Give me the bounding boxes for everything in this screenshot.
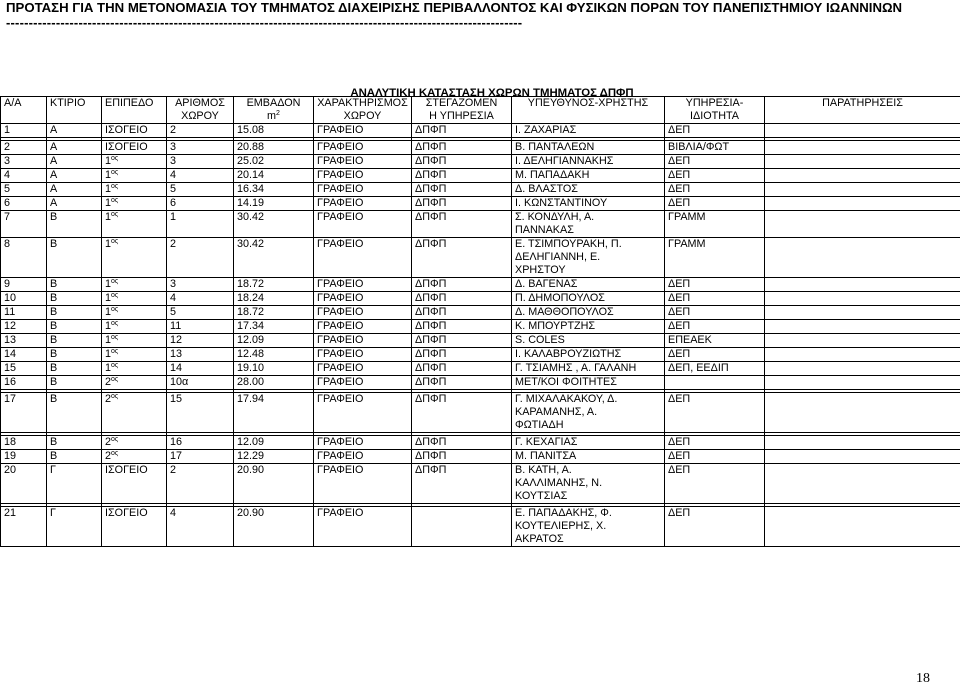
cell-area: 12.48	[234, 348, 314, 362]
cell-service: ΒΙΒΛΙΑ/ΦΩΤ	[665, 141, 765, 155]
cell-notes	[765, 183, 960, 197]
col-level: ΕΠΙΠΕΔΟ	[102, 97, 167, 124]
cell-aa: 6	[1, 197, 47, 211]
cell-service: ΔΕΠ	[665, 507, 765, 547]
cell-type: ΓΡΑΦΕΙΟ	[314, 348, 412, 362]
cell-user	[512, 183, 665, 197]
cell-notes	[765, 238, 960, 278]
cell-notes	[765, 292, 960, 306]
cell-area: 15.08	[234, 124, 314, 138]
cell-user	[512, 141, 665, 155]
cell-aa: 8	[1, 238, 47, 278]
cell-user	[512, 278, 665, 292]
page-number: 18	[916, 671, 930, 686]
user-name-line: Κ. ΜΠΟΥΡΤΖΗΣ	[515, 320, 596, 332]
col-room-number: ΑΡΙΘΜΟΣ ΧΩΡΟΥ	[167, 97, 234, 124]
cell-building: Β	[47, 292, 102, 306]
cell-level: $1^{o\varsigma}$	[102, 197, 167, 211]
cell-aa: 9	[1, 278, 47, 292]
cell-level: $2^{o\varsigma}$	[102, 376, 167, 390]
table-header-row	[1, 97, 960, 124]
document-header: ΠΡΟΤΑΣΗ ΓΙΑ ΤΗΝ ΜΕΤΟΝΟΜΑΣΙΑ ΤΟΥ ΤΜΗΜΑΤΟΣ ΔΙΑΧΕΙΡΙΣΗΣ ΠΕΡΙΒΑΛΛΟΝΤΟΣ ΚΑΙ ΦΥΣΙΚΩΝ ΠΟΡΩΝ ΤΟΥ ΠΑΝΕΠΙΣΤΗΜΙΟΥ ΙΩΑΝΝΙΝΩΝ	[6, 0, 903, 15]
cell-building: Β	[47, 238, 102, 278]
cell-type: ΓΡΑΦΕΙΟ	[314, 292, 412, 306]
cell-level: $1^{o\varsigma}$	[102, 292, 167, 306]
cell-type: ΓΡΑΦΕΙΟ	[314, 362, 412, 376]
table-row	[1, 334, 960, 348]
cell-area: 17.34	[234, 320, 314, 334]
cell-room: 10α	[167, 376, 234, 390]
user-name-line: Ι. ΖΑΧΑΡΙΑΣ	[515, 124, 577, 136]
cell-type: ΓΡΑΦΕΙΟ	[314, 436, 412, 450]
cell-hosts: ΔΠΦΠ	[412, 155, 512, 169]
table-row	[1, 436, 960, 450]
cell-level: $2^{o\varsigma}$	[102, 393, 167, 433]
cell-notes	[765, 464, 960, 504]
cell-room: 11	[167, 320, 234, 334]
cell-room: 16	[167, 436, 234, 450]
cell-hosts: ΔΠΦΠ	[412, 238, 512, 278]
cell-building: Β	[47, 278, 102, 292]
cell-area: 20.88	[234, 141, 314, 155]
cell-notes	[765, 393, 960, 433]
table-row	[1, 376, 960, 390]
cell-hosts: ΔΠΦΠ	[412, 278, 512, 292]
cell-service: ΔΕΠ	[665, 306, 765, 320]
cell-building: Α	[47, 141, 102, 155]
cell-type: ΓΡΑΦΕΙΟ	[314, 124, 412, 138]
cell-service: ΓΡΑΜΜ	[665, 238, 765, 278]
cell-area: 16.34	[234, 183, 314, 197]
cell-aa: 21	[1, 507, 47, 547]
user-name-line: ΚΟΥΤΣΙΑΣ	[515, 490, 568, 502]
user-name-line: Σ. ΚΟΝΔΥΛΗ, Α.	[515, 211, 595, 223]
col-notes: ΠΑΡΑΤΗΡΗΣΕΙΣ	[765, 97, 960, 124]
cell-service: ΔΕΠ	[665, 169, 765, 183]
cell-type: ΓΡΑΦΕΙΟ	[314, 141, 412, 155]
cell-notes	[765, 124, 960, 138]
user-name-line: ΑΚΡΑΤΟΣ	[515, 533, 564, 545]
cell-user	[512, 320, 665, 334]
cell-user	[512, 211, 665, 238]
cell-user	[512, 450, 665, 464]
cell-level: ΙΣΟΓΕΙΟ	[102, 507, 167, 547]
cell-hosts: ΔΠΦΠ	[412, 334, 512, 348]
cell-building: Β	[47, 211, 102, 238]
cell-hosts: ΔΠΦΠ	[412, 141, 512, 155]
cell-level: $2^{o\varsigma}$	[102, 436, 167, 450]
cell-area: 30.42	[234, 211, 314, 238]
cell-room: 3	[167, 155, 234, 169]
cell-building: Β	[47, 348, 102, 362]
cell-notes	[765, 362, 960, 376]
cell-area: 12.09	[234, 436, 314, 450]
cell-hosts: ΔΠΦΠ	[412, 211, 512, 238]
cell-building: Β	[47, 436, 102, 450]
cell-type: ΓΡΑΦΕΙΟ	[314, 507, 412, 547]
user-name-line: Μ. ΠΑΠΑΔΑΚΗ	[515, 169, 590, 181]
cell-aa: 10	[1, 292, 47, 306]
user-name-line: Γ. ΜΙΧΑΛΑΚΑΚΟΥ, Δ.	[515, 393, 618, 405]
cell-room: 2	[167, 124, 234, 138]
cell-area: 19.10	[234, 362, 314, 376]
cell-building: Β	[47, 334, 102, 348]
cell-notes	[765, 450, 960, 464]
cell-user	[512, 238, 665, 278]
cell-room: 14	[167, 362, 234, 376]
cell-level: $1^{o\varsigma}$	[102, 155, 167, 169]
cell-notes	[765, 507, 960, 547]
cell-service: ΔΕΠ	[665, 292, 765, 306]
cell-aa: 15	[1, 362, 47, 376]
user-name-line: Ι. ΔΕΛΗΓΙΑΝΝΑΚΗΣ	[515, 155, 614, 167]
cell-room: 3	[167, 141, 234, 155]
cell-room: 13	[167, 348, 234, 362]
cell-notes	[765, 278, 960, 292]
table-row	[1, 197, 960, 211]
table-row	[1, 124, 960, 138]
cell-area: 25.02	[234, 155, 314, 169]
user-name-line: S. COLES	[515, 334, 565, 346]
user-name-line: Γ. ΚΕΧΑΓΙΑΣ	[515, 436, 578, 448]
cell-aa: 4	[1, 169, 47, 183]
user-name-line: Β. ΚΑΤΗ, Α.	[515, 464, 572, 476]
cell-service: ΔΕΠ	[665, 197, 765, 211]
col-area: ΕΜΒΑΔΟΝ $m^2$	[234, 97, 314, 124]
cell-area: 20.14	[234, 169, 314, 183]
cell-type: ΓΡΑΦΕΙΟ	[314, 320, 412, 334]
cell-service: ΔΕΠ	[665, 155, 765, 169]
cell-type: ΓΡΑΦΕΙΟ	[314, 169, 412, 183]
cell-aa: 20	[1, 464, 47, 504]
cell-building: Α	[47, 169, 102, 183]
cell-building: Α	[47, 155, 102, 169]
cell-type: ΓΡΑΦΕΙΟ	[314, 238, 412, 278]
cell-user	[512, 124, 665, 138]
cell-notes	[765, 320, 960, 334]
cell-type: ΓΡΑΦΕΙΟ	[314, 450, 412, 464]
cell-type: ΓΡΑΦΕΙΟ	[314, 306, 412, 320]
user-name-line: ΚΑΡΑΜΑΝΗΣ, Α.	[515, 406, 598, 418]
cell-area: 28.00	[234, 376, 314, 390]
cell-aa: 18	[1, 436, 47, 450]
cell-user	[512, 362, 665, 376]
cell-hosts: ΔΠΦΠ	[412, 197, 512, 211]
table-row	[1, 450, 960, 464]
table-row	[1, 507, 960, 547]
cell-aa: 16	[1, 376, 47, 390]
cell-aa: 14	[1, 348, 47, 362]
user-name-line: ΦΩΤΙΑΔΗ	[515, 419, 564, 431]
cell-hosts: ΔΠΦΠ	[412, 320, 512, 334]
cell-service: ΔΕΠ, ΕΕΔΙΠ	[665, 362, 765, 376]
cell-type: ΓΡΑΦΕΙΟ	[314, 183, 412, 197]
table-row	[1, 238, 960, 278]
col-service-role: ΥΠΗΡΕΣΙΑ- ΙΔΙΟΤΗΤΑ	[665, 97, 765, 124]
cell-service: ΔΕΠ	[665, 124, 765, 138]
cell-level: $1^{o\varsigma}$	[102, 169, 167, 183]
user-name-line: Ε. ΠΑΠΑΔΑΚΗΣ, Φ.	[515, 507, 612, 519]
table-row	[1, 211, 960, 238]
cell-notes	[765, 348, 960, 362]
cell-service: ΔΕΠ	[665, 393, 765, 433]
cell-notes	[765, 306, 960, 320]
user-name-line: ΠΑΝΝΑΚΑΣ	[515, 224, 574, 236]
user-name-line: ΧΡΗΣΤΟΥ	[515, 264, 566, 276]
user-name-line: Ε. ΤΣΙΜΠΟΥΡΑΚΗ, Π.	[515, 238, 622, 250]
cell-hosts: ΔΠΦΠ	[412, 464, 512, 504]
cell-level: $1^{o\varsigma}$	[102, 320, 167, 334]
user-name-line: ΚΟΥΤΕΛΙΕΡΗΣ, Χ.	[515, 520, 607, 532]
cell-hosts: ΔΠΦΠ	[412, 124, 512, 138]
col-building: ΚΤΙΡΙΟ	[47, 97, 102, 124]
cell-user	[512, 334, 665, 348]
cell-area: 18.72	[234, 306, 314, 320]
col-hosted-service: ΣΤΕΓΑΖΟΜΕΝ Η ΥΠΗΡΕΣΙΑ	[412, 97, 512, 124]
cell-user	[512, 436, 665, 450]
table-row	[1, 155, 960, 169]
cell-level: ΙΣΟΓΕΙΟ	[102, 124, 167, 138]
header-separator: ------------------------------------------------------------------------------------------------------------------	[6, 15, 523, 30]
cell-aa: 7	[1, 211, 47, 238]
cell-room: 1	[167, 211, 234, 238]
cell-building: Β	[47, 393, 102, 433]
user-name-line: ΚΑΛΛΙΜΑΝΗΣ, Ν.	[515, 477, 603, 489]
cell-service: ΕΠΕΑΕΚ	[665, 334, 765, 348]
cell-hosts: ΔΠΦΠ	[412, 450, 512, 464]
cell-room: 5	[167, 183, 234, 197]
user-name-line: Β. ΠΑΝΤΑΛΕΩΝ	[515, 141, 595, 153]
cell-type: ΓΡΑΦΕΙΟ	[314, 211, 412, 238]
cell-aa: 13	[1, 334, 47, 348]
cell-type: ΓΡΑΦΕΙΟ	[314, 278, 412, 292]
cell-level: $1^{o\varsigma}$	[102, 362, 167, 376]
cell-room: 2	[167, 464, 234, 504]
col-aa: Α/Α	[1, 97, 47, 124]
rooms-table	[0, 96, 960, 547]
cell-hosts: ΔΠΦΠ	[412, 183, 512, 197]
cell-aa: 2	[1, 141, 47, 155]
cell-level: $1^{o\varsigma}$	[102, 348, 167, 362]
cell-service: ΔΕΠ	[665, 278, 765, 292]
cell-user	[512, 507, 665, 547]
cell-user	[512, 376, 665, 390]
cell-room: 12	[167, 334, 234, 348]
cell-hosts: ΔΠΦΠ	[412, 376, 512, 390]
user-name-line: Δ. ΒΑΓΕΝΑΣ	[515, 278, 578, 290]
cell-level: $1^{o\varsigma}$	[102, 334, 167, 348]
cell-level: ΙΣΟΓΕΙΟ	[102, 141, 167, 155]
cell-user	[512, 197, 665, 211]
cell-room: 4	[167, 507, 234, 547]
cell-aa: 1	[1, 124, 47, 138]
cell-type: ΓΡΑΦΕΙΟ	[314, 197, 412, 211]
table-row	[1, 169, 960, 183]
col-responsible-user: ΥΠΕΥΘΥΝΟΣ-ΧΡΗΣΤΗΣ	[512, 97, 665, 124]
cell-service: ΔΕΠ	[665, 320, 765, 334]
cell-area: 18.24	[234, 292, 314, 306]
cell-area: 17.94	[234, 393, 314, 433]
cell-level: $1^{o\varsigma}$	[102, 211, 167, 238]
cell-user	[512, 306, 665, 320]
cell-level: $1^{o\varsigma}$	[102, 278, 167, 292]
cell-user	[512, 464, 665, 504]
cell-user	[512, 348, 665, 362]
table-row	[1, 348, 960, 362]
user-name-line: Γ. ΤΣΙΑΜΗΣ , Α. ΓΑΛΑΝΗ	[515, 362, 637, 374]
cell-building: Γ	[47, 464, 102, 504]
cell-room: 4	[167, 292, 234, 306]
cell-user	[512, 393, 665, 433]
cell-room: 15	[167, 393, 234, 433]
cell-level: ΙΣΟΓΕΙΟ	[102, 464, 167, 504]
table-row	[1, 362, 960, 376]
cell-hosts: ΔΠΦΠ	[412, 393, 512, 433]
table-row	[1, 393, 960, 433]
table-row	[1, 278, 960, 292]
cell-area: 12.09	[234, 334, 314, 348]
cell-aa: 19	[1, 450, 47, 464]
table-row	[1, 141, 960, 155]
cell-hosts	[412, 507, 512, 547]
cell-building: Β	[47, 320, 102, 334]
cell-room: 3	[167, 278, 234, 292]
cell-area: 12.29	[234, 450, 314, 464]
cell-area: 14.19	[234, 197, 314, 211]
user-name-line: ΜΕΤ/ΚΟΙ ΦΟΙΤΗΤΕΣ	[515, 376, 617, 388]
user-name-line: Ι. ΚΑΛΑΒΡΟΥΖΙΩΤΗΣ	[515, 348, 622, 360]
cell-aa: 17	[1, 393, 47, 433]
cell-notes	[765, 169, 960, 183]
table-row	[1, 306, 960, 320]
cell-notes	[765, 155, 960, 169]
cell-building: Γ	[47, 507, 102, 547]
cell-level: $1^{o\varsigma}$	[102, 183, 167, 197]
cell-building: Β	[47, 362, 102, 376]
cell-type: ΓΡΑΦΕΙΟ	[314, 464, 412, 504]
cell-building: Α	[47, 197, 102, 211]
col-room-type: ΧΑΡΑΚΤΗΡΙΣΜΟΣ ΧΩΡΟΥ	[314, 97, 412, 124]
cell-service: ΔΕΠ	[665, 450, 765, 464]
cell-notes	[765, 141, 960, 155]
cell-area: 20.90	[234, 464, 314, 504]
cell-service: ΔΕΠ	[665, 436, 765, 450]
cell-type: ΓΡΑΦΕΙΟ	[314, 393, 412, 433]
cell-building: Α	[47, 183, 102, 197]
cell-service: ΓΡΑΜΜ	[665, 211, 765, 238]
cell-aa: 12	[1, 320, 47, 334]
cell-hosts: ΔΠΦΠ	[412, 436, 512, 450]
cell-service	[665, 376, 765, 390]
cell-aa: 11	[1, 306, 47, 320]
cell-hosts: ΔΠΦΠ	[412, 348, 512, 362]
cell-user	[512, 169, 665, 183]
cell-room: 17	[167, 450, 234, 464]
cell-room: 5	[167, 306, 234, 320]
cell-aa: 5	[1, 183, 47, 197]
cell-building: Β	[47, 450, 102, 464]
cell-building: Β	[47, 306, 102, 320]
cell-building: Β	[47, 376, 102, 390]
cell-type: ΓΡΑΦΕΙΟ	[314, 155, 412, 169]
user-name-line: Ι. ΚΩΝΣΤΑΝΤΙΝΟΥ	[515, 197, 608, 209]
cell-level: $2^{o\varsigma}$	[102, 450, 167, 464]
table-row	[1, 464, 960, 504]
cell-hosts: ΔΠΦΠ	[412, 306, 512, 320]
cell-service: ΔΕΠ	[665, 464, 765, 504]
table-title: ΑΝΑΛΥΤΙΚΗ ΚΑΤΑΣΤΑΣΗ ΧΩΡΩΝ ΤΜΗΜΑΤΟΣ ΔΠΦΠ	[350, 87, 634, 99]
cell-level: $1^{o\varsigma}$	[102, 238, 167, 278]
cell-notes	[765, 436, 960, 450]
cell-hosts: ΔΠΦΠ	[412, 362, 512, 376]
table-row	[1, 292, 960, 306]
table-row	[1, 183, 960, 197]
cell-service: ΔΕΠ	[665, 348, 765, 362]
user-name-line: Δ. ΜΑΘΘΟΠΟΥΛΟΣ	[515, 306, 614, 318]
cell-room: 4	[167, 169, 234, 183]
cell-room: 6	[167, 197, 234, 211]
user-name-line: ΔΕΛΗΓΙΑΝΝΗ, Ε.	[515, 251, 601, 263]
cell-area: 20.90	[234, 507, 314, 547]
cell-room: 2	[167, 238, 234, 278]
cell-level: $1^{o\varsigma}$	[102, 306, 167, 320]
cell-hosts: ΔΠΦΠ	[412, 292, 512, 306]
cell-area: 30.42	[234, 238, 314, 278]
cell-notes	[765, 197, 960, 211]
cell-notes	[765, 376, 960, 390]
cell-notes	[765, 334, 960, 348]
user-name-line: Μ. ΠΑΝΙΤΣΑ	[515, 450, 577, 462]
cell-area: 18.72	[234, 278, 314, 292]
cell-notes	[765, 211, 960, 238]
user-name-line: Δ. ΒΛΑΣΤΟΣ	[515, 183, 578, 195]
cell-user	[512, 155, 665, 169]
cell-type: ΓΡΑΦΕΙΟ	[314, 334, 412, 348]
cell-hosts: ΔΠΦΠ	[412, 169, 512, 183]
cell-type: ΓΡΑΦΕΙΟ	[314, 376, 412, 390]
cell-service: ΔΕΠ	[665, 183, 765, 197]
cell-user	[512, 292, 665, 306]
table-row	[1, 320, 960, 334]
cell-aa: 3	[1, 155, 47, 169]
cell-building: Α	[47, 124, 102, 138]
user-name-line: Π. ΔΗΜΟΠΟΥΛΟΣ	[515, 292, 605, 304]
